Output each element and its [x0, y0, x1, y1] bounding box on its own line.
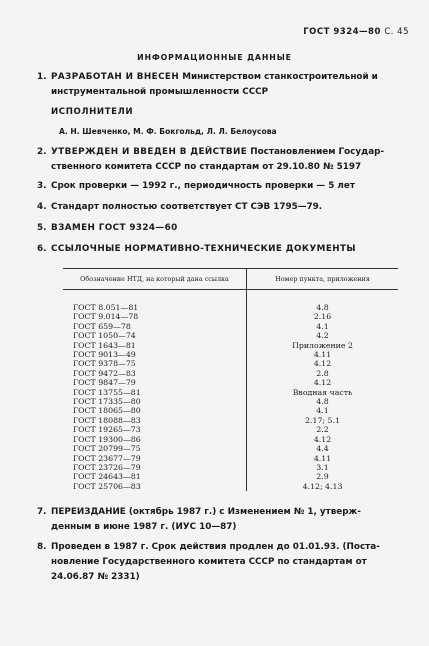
clause-number: 4.12 — [313, 378, 332, 388]
ntd-designation: ГОСТ 9.014—78 — [63, 312, 247, 321]
item-1 — [37, 70, 417, 100]
clause-number: Вводная часть — [292, 387, 353, 397]
table-row — [63, 388, 398, 397]
ntd-designation: ГОСТ 24643—81 — [63, 472, 247, 481]
item-heading: РАЗРАБОТАН И ВНЕСЕН — [51, 72, 180, 82]
table-row — [63, 482, 398, 491]
ntd-designation: ГОСТ 9472—83 — [63, 369, 247, 378]
clause-number: Приложение 2 — [292, 340, 353, 350]
clause-number: 2.17; 5.1 — [305, 415, 340, 425]
ntd-designation: ГОСТ 25706—83 — [63, 482, 247, 491]
item-number: 7. — [37, 507, 47, 517]
item-text-line: Проведен в 1987 г. Срок действия продлен до 01.01.93. (Поста- — [51, 542, 380, 552]
ntd-designation: ГОСТ 8.051—81 — [63, 303, 247, 312]
item-number: 8. — [37, 542, 47, 552]
reference-documents-table — [63, 268, 398, 491]
ntd-designation: ГОСТ 18065—80 — [63, 406, 247, 415]
item-3 — [37, 179, 417, 194]
item-text-line: новление Государственного комитета СССР по стандартам от — [51, 557, 367, 567]
ntd-designation: ГОСТ 1643—81 — [63, 341, 247, 350]
item-text-line: инструментальной промышленности СССР — [51, 87, 269, 97]
table-row — [63, 472, 398, 481]
ntd-designation: ГОСТ 23726—79 — [63, 463, 247, 472]
page-number: С. 45 — [384, 27, 409, 37]
executors-heading: ИСПОЛНИТЕЛИ — [51, 107, 134, 117]
standard-number: ГОСТ 9324—80 — [303, 27, 381, 37]
table-row — [63, 359, 398, 368]
clause-number: 2.2 — [316, 425, 329, 435]
clause-number: 4.1 — [316, 406, 329, 416]
table-row — [63, 378, 398, 387]
executors-names: А. Н. Шевченко, М. Ф. Бокгольд, Л. Л. Белоусова — [59, 127, 277, 136]
clause-number: 4.1 — [316, 321, 329, 331]
column-header-ntd: Обозначение НТД, на который дана ссылка — [63, 269, 247, 290]
section-title: ИНФОРМАЦИОННЫЕ ДАННЫЕ — [137, 53, 292, 62]
ntd-designation: ГОСТ 18088—83 — [63, 416, 247, 425]
table-body — [63, 290, 398, 492]
item-number: 3. — [37, 181, 47, 191]
item-6 — [37, 242, 417, 257]
table-row — [63, 322, 398, 331]
clause-number: 4.11 — [313, 350, 332, 360]
table-row — [63, 331, 398, 340]
clause-number: 4.12; 4.13 — [302, 481, 343, 491]
clause-number: 2.9 — [316, 472, 329, 482]
clause-number: 4.8 — [316, 397, 329, 407]
item-number: 5. — [37, 223, 47, 233]
item-text: ВЗАМЕН ГОСТ 9324—60 — [51, 223, 178, 233]
ntd-designation: ГОСТ 9847—79 — [63, 378, 247, 387]
item-text: Постановлением Государ- — [250, 147, 385, 157]
item-2 — [37, 145, 417, 175]
item-text: Стандарт полностью соответствует СТ СЭВ 1795—79. — [51, 202, 323, 212]
clause-number: 2.8 — [316, 368, 329, 378]
ntd-designation: ГОСТ 23677—79 — [63, 454, 247, 463]
ntd-designation: ГОСТ 19300—86 — [63, 435, 247, 444]
table-row — [63, 406, 398, 415]
table-row — [63, 303, 398, 312]
table-row — [63, 425, 398, 434]
clause-number: 4.11 — [313, 453, 332, 463]
item-number: 4. — [37, 202, 47, 212]
clause-number: 4.12 — [313, 359, 332, 369]
column-header-clause: Номер пункта, приложения — [247, 269, 399, 290]
item-4 — [37, 200, 417, 215]
clause-number: 4.2 — [316, 331, 329, 341]
table-row — [63, 312, 398, 321]
ntd-designation: ГОСТ 19265—73 — [63, 425, 247, 434]
item-text-line: ПЕРЕИЗДАНИЕ (октябрь 1987 г.) с Изменением № 1, утверж- — [51, 507, 361, 517]
item-number: 2. — [37, 147, 47, 157]
item-text: ССЫЛОЧНЫЕ НОРМАТИВНО-ТЕХНИЧЕСКИЕ ДОКУМЕНТЫ — [51, 244, 356, 254]
table-row — [63, 454, 398, 463]
ntd-designation: ГОСТ 1050—74 — [63, 331, 247, 340]
clause-number: 4.8 — [316, 303, 329, 312]
item-7 — [37, 505, 417, 535]
table-row — [63, 416, 398, 425]
item-number: 6. — [37, 244, 47, 254]
table-row — [63, 341, 398, 350]
table-row — [63, 463, 398, 472]
ntd-designation: ГОСТ 9378—75 — [63, 359, 247, 368]
ntd-designation: ГОСТ 13755—81 — [63, 388, 247, 397]
ntd-designation: ГОСТ 17335—80 — [63, 397, 247, 406]
item-heading: УТВЕРЖДЕН И ВВЕДЕН В ДЕЙСТВИЕ — [51, 147, 248, 157]
page-header — [303, 27, 409, 37]
table-row — [63, 397, 398, 406]
table-row — [63, 350, 398, 359]
clause-number: 4.12 — [313, 434, 332, 444]
clause-number: 3.1 — [316, 462, 329, 472]
clause-number: 2.16 — [313, 312, 332, 322]
table-row — [63, 444, 398, 453]
item-text-line: денным в июне 1987 г. (ИУС 10—87) — [51, 522, 237, 532]
item-text-line: 24.06.87 № 2331) — [51, 572, 140, 582]
ntd-designation: ГОСТ 20799—75 — [63, 444, 247, 453]
ntd-designation: ГОСТ 659—78 — [63, 322, 247, 331]
table-row — [63, 435, 398, 444]
item-text: Министерством станкостроительной и — [182, 72, 378, 82]
item-text: Срок проверки — 1992 г., периодичность проверки — 5 лет — [51, 181, 355, 191]
ntd-designation: ГОСТ 9013—49 — [63, 350, 247, 359]
item-5 — [37, 221, 417, 236]
table-row — [63, 369, 398, 378]
item-number: 1. — [37, 72, 47, 82]
item-text-line: ственного комитета СССР по стандартам от 29.10.80 № 5197 — [51, 162, 362, 172]
clause-number: 4.4 — [316, 444, 329, 454]
item-8 — [37, 540, 417, 585]
